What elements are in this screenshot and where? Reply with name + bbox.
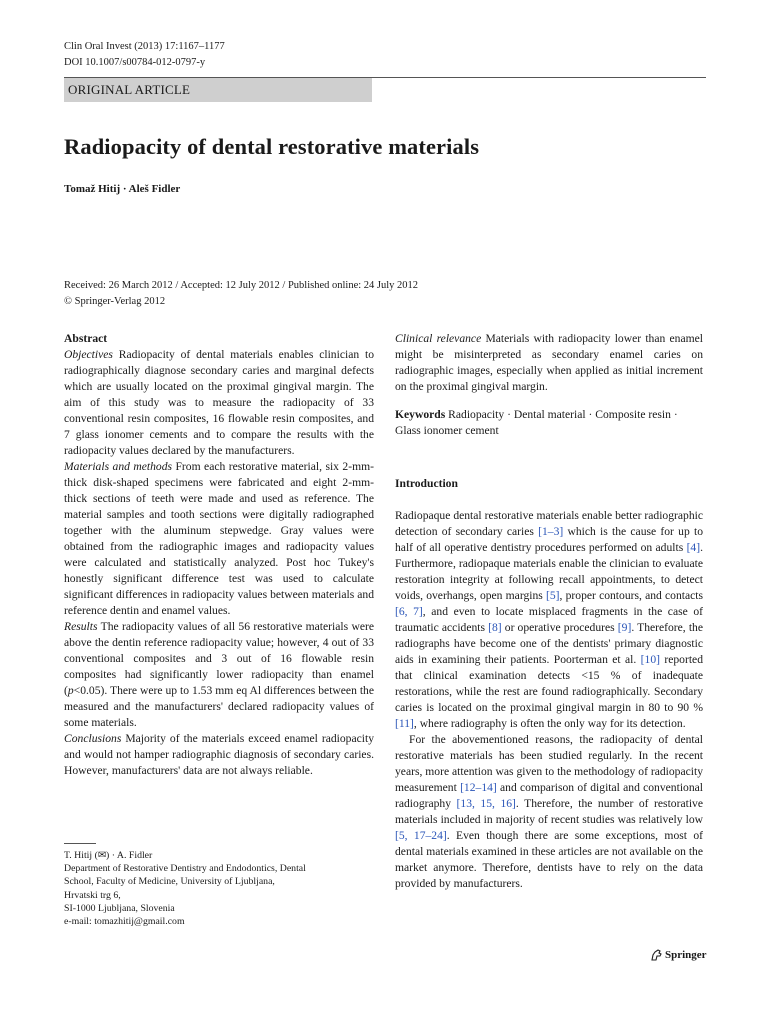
paragraph-text: , proper contours, and contacts (559, 589, 703, 602)
conclusions-label: Conclusions (64, 732, 122, 745)
introduction-p2 (395, 732, 703, 892)
keywords-text: Radiopacity · Dental material · Composite resin · Glass ionomer cement (395, 408, 678, 437)
abstract-methods (64, 459, 374, 619)
article-title: Radiopacity of dental restorative materials (64, 134, 480, 159)
keywords (395, 407, 703, 439)
paragraph-text: . Therefore, the radiographs have become one of the dentists' primary diagnostic aids in examining their patients. Poorterman et al. (395, 621, 703, 666)
citation-link[interactable]: [5] (546, 589, 560, 602)
introduction-p1 (395, 508, 703, 732)
citation-link[interactable]: [10] (640, 653, 660, 666)
introduction-heading: Introduction (395, 477, 458, 490)
copyright: © Springer-Verlag 2012 (64, 296, 166, 307)
abstract-heading: Abstract (64, 332, 108, 345)
springer-horse-icon (649, 948, 663, 962)
paragraph-text: . Therefore, the number of restorative materials included in majority of recent studies was relatively low (395, 797, 703, 826)
paragraph-text: Radiopaque dental restorative materials enable better radiographic detection of secondary caries (395, 509, 703, 538)
footnote-rule (64, 843, 96, 844)
correspondence-dept: Department of Restorative Dentistry and Endodontics, Dental (64, 863, 306, 875)
abstract-objectives (64, 347, 374, 459)
paragraph-text: For the abovementioned reasons, the radiopacity of dental restorative materials has been studied regularly. In the recent years, more attention was given to the methodology of radiopacity measurement (395, 733, 703, 794)
citation-link[interactable]: [11] (395, 717, 414, 730)
abstract-conclusions (64, 731, 374, 779)
dates: Received: 26 March 2012 / Accepted: 12 July 2012 / Published online: 24 July 2012 (64, 280, 419, 291)
citation-link[interactable]: [1–3] (538, 525, 564, 538)
conclusions-text: Majority of the materials exceed enamel radiopacity and would not hamper radiographic diagnosis of secondary caries. However, manufacturers' data are not always reliable. (64, 732, 374, 777)
section-label: ORIGINAL ARTICLE (64, 78, 372, 102)
paragraph-text: . Even though there are some exceptions, most of dental materials examined in these articles are not available on the market anymore. Therefore, dentists have to rely on the data provided by manufacturers. (395, 829, 703, 890)
paragraph-text: which is the cause for up to half of all operative dentistry procedures performed on adults (395, 525, 703, 554)
objectives-text: Radiopacity of dental materials enables clinician to radiographically diagnose secondary caries and marginal defects which are usually located on the proximal gingival margin. The aim of this study was to measure the radiopacity of 33 conventional resin composites, 16 flowable resin composites, and 7 glass ionomer cements and to compare the results with the radiopacity values declared by the manufacturers. (64, 348, 374, 457)
correspondence-email[interactable]: e-mail: tomazhitij@gmail.com (64, 916, 185, 928)
citation-link[interactable]: [13, 15, 16] (456, 797, 516, 810)
correspondence (64, 849, 306, 928)
citation-link[interactable]: [5, 17–24] (395, 829, 447, 842)
methods-text: From each restorative material, six 2-mm-thick disk-shaped specimens were fabricated and eight 2-mm-thick sections of teeth were made and used as reference. The material samples and tooth sections were digitally radiographed together with the aluminum stepwedge. Gray values were obtained from the radiographic images and radiopacity values were calculated and statistically analyzed. Post hoc Tukey's honestly significant difference test was used to calculate significant differences in radiopacity values between materials and reference dentin and enamel values. (64, 460, 374, 617)
paragraph-text: . Furthermore, radiopaque materials enable the clinician to evaluate restoration integrity at following recall appointments, to detect voids, overhangs, open margins (395, 541, 703, 602)
correspondence-city: SI-1000 Ljubljana, Slovenia (64, 902, 175, 914)
objectives-label: Objectives (64, 348, 113, 361)
results-text-a: The radiopacity values of all 56 restorative materials were above the dentin reference radiopacity value; however, 4 out of 33 conventional composites and 3 out of 16 flowable resin composites had significantly lower radiopacity than enamel ( (64, 620, 374, 697)
right-column-top (395, 331, 703, 439)
correspondence-street: Hrvatski trg 6, (64, 889, 121, 901)
paragraph-text: and comparison of digital and conventional radiography (395, 781, 703, 810)
keywords-label: Keywords (395, 408, 446, 421)
citation-link[interactable]: [9] (617, 621, 632, 634)
citation-link[interactable]: [6, 7] (395, 605, 423, 618)
journal-citation: Clin Oral Invest (2013) 17:1167–1177 (64, 41, 225, 52)
paragraph-text: reported that clinical examination detects <15 % of inadequate restorations, while the rest are found radiographically. Secondary caries is located on the proximal gingival margin in 80 to 90 % (395, 653, 703, 714)
correspondence-names: T. Hitij (✉) · A. Fidler (64, 850, 153, 861)
abstract (64, 331, 374, 779)
publisher-logo (649, 948, 707, 962)
clinical-relevance-label: Clinical relevance (395, 332, 482, 345)
results-text-b: <0.05). There were up to 1.53 mm eq Al differences between the measured and the manufacturers' declared radiopacity values of some materials. (64, 684, 374, 729)
paragraph-text: , and even to locate misplaced fragments in the case of traumatic accidents (395, 605, 703, 634)
paragraph-text: , where radiography is often the only way for its detection. (413, 717, 686, 730)
clinical-relevance (395, 331, 703, 395)
paragraph-text: or operative procedures (501, 621, 618, 634)
correspondence-school: School, Faculty of Medicine, University of Ljubljana, (64, 876, 275, 888)
introduction (395, 476, 703, 892)
publisher-name: Springer (665, 949, 707, 961)
authors: Tomaž Hitij · Aleš Fidler (64, 183, 181, 195)
doi: DOI 10.1007/s00784-012-0797-y (64, 57, 206, 68)
clinical-relevance-text: Materials with radiopacity lower than enamel might be misinterpreted as secondary enamel caries on radiographic images, especially when applied as initial increment on the proximal gingival margin. (395, 332, 703, 393)
methods-label: Materials and methods (64, 460, 173, 473)
citation-link[interactable]: [4] (686, 541, 701, 554)
results-p: p (67, 684, 74, 697)
citation-link[interactable]: [12–14] (460, 781, 497, 794)
abstract-results (64, 619, 374, 731)
citation-link[interactable]: [8] (488, 621, 502, 634)
results-label: Results (64, 620, 98, 633)
